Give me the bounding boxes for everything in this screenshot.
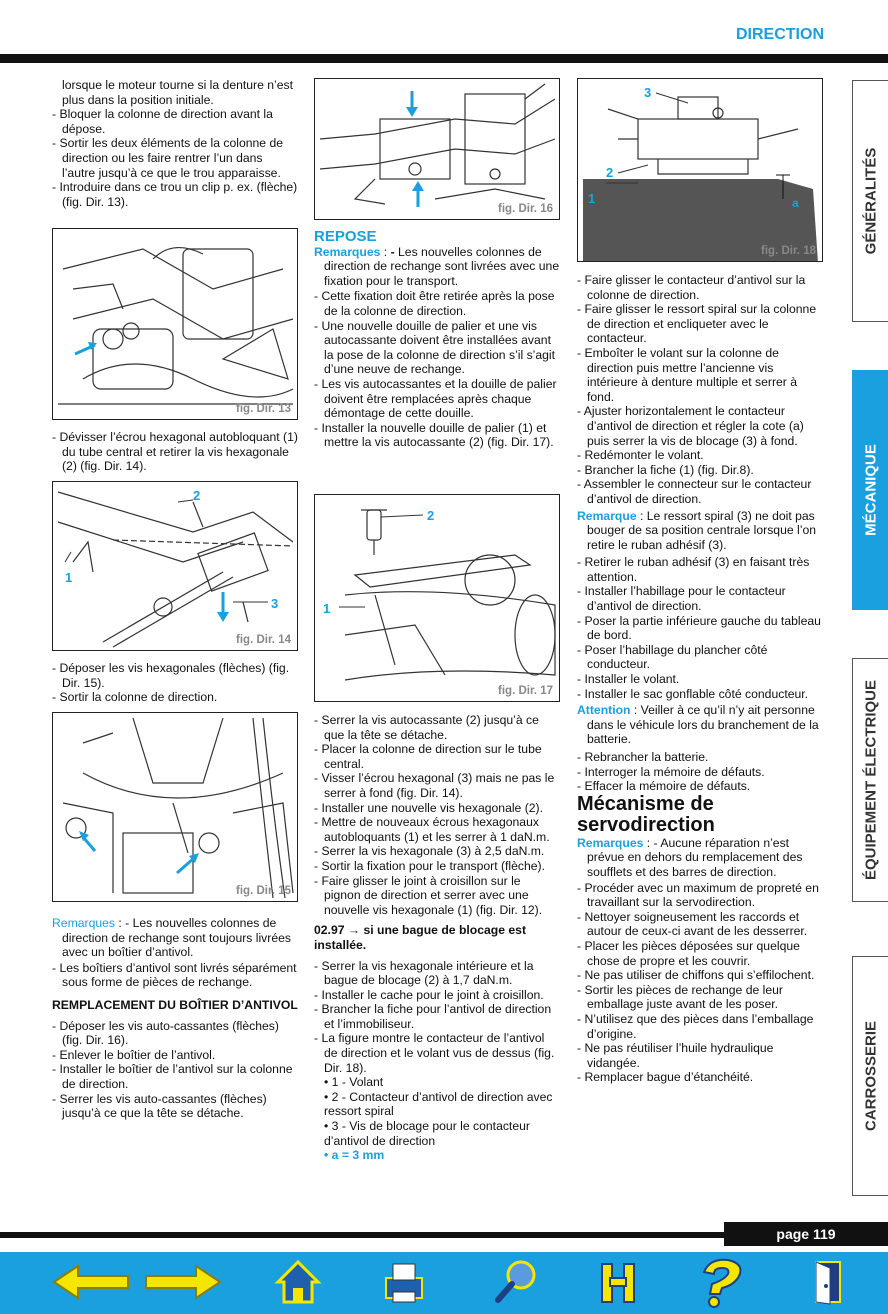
attention: Attention : Veiller à ce qu’il n’y ait personne dans le véhicule lors du branchement de la batterie.: [577, 703, 819, 747]
list-item: - Installer le cache pour le joint à croisillon.: [314, 987, 544, 1002]
figure-dir-18: [577, 78, 823, 262]
page-number: page 119: [724, 1222, 888, 1246]
remarques: Remarques : - Les nouvelles colonnes de direction de rechange sont toujours livrées avec un boîtier d’antivol.: [52, 916, 291, 960]
steering-lock-switch-illustration: [578, 79, 823, 262]
tab-generalites[interactable]: GÉNÉRALITÉS: [852, 80, 888, 322]
list-item: - Les vis autocassantes et la douille de palier doivent être remplacées après chaque démontage de cette douille.: [314, 376, 557, 421]
arrow-left-icon[interactable]: [50, 1256, 132, 1308]
callout-2: 2: [606, 165, 614, 180]
contents-icon[interactable]: [592, 1256, 644, 1308]
list-item: - Sortir la colonne de direction.: [52, 690, 218, 705]
remarques: Remarques : - Aucune réparation n’est prévue en dehors du remplacement des soufflets et des barres de direction.: [577, 835, 803, 879]
list-item: - Introduire dans ce trou un clip p. ex. (flèche) (fig. Dir. 13).: [52, 180, 298, 209]
paragraph: lorsque le moteur tourne si la denture n’est plus dans la position initiale.: [62, 78, 294, 107]
figure-caption: fig. Dir. 15: [236, 885, 291, 897]
figure-caption: fig. Dir. 14: [236, 634, 291, 646]
list-item: - Placer la colonne de direction sur le tube central.: [314, 742, 542, 771]
list-item: - Interroger la mémoire de défauts.: [577, 764, 765, 779]
navigation-bar: [0, 1252, 888, 1314]
floor-screws-illustration: [53, 713, 298, 902]
callout-3: 3: [644, 85, 652, 100]
list-item: - Déposer les vis auto-cassantes (flèches) (fig. Dir. 16).: [52, 1018, 279, 1048]
top-rule: [0, 54, 888, 63]
list-item: - Mettre de nouveaux écrous hexagonaux autobloquants (1) et les serrer à 1 daN.m.: [314, 815, 550, 844]
section-heading: REMPLACEMENT DU BOÎTIER D’ANTIVOL: [52, 997, 298, 1012]
callout-2: 2: [193, 488, 201, 503]
list-item: - Sortir les deux éléments de la colonne de direction ou les faire rentrer l’un dans l’autre jusqu’à ce que le trou apparaisse.: [52, 136, 284, 180]
figure-dir-15: [52, 712, 298, 902]
figure-caption: fig. Dir. 17: [498, 685, 553, 697]
section-title: DIRECTION: [736, 26, 824, 43]
list-item: - Effacer la mémoire de défauts.: [577, 779, 751, 794]
list-item: - Nettoyer soigneusement les raccords et autour de ceux-ci avant de les desserrer.: [577, 909, 808, 939]
callout-1: 1: [65, 570, 73, 585]
home-icon[interactable]: [272, 1256, 324, 1308]
figure-dir-14: [52, 481, 298, 651]
legend-item: • 1 - Volant: [324, 1075, 384, 1090]
list-item: - Une nouvelle douille de palier et une vis autocassante doivent être installées avant la pose de la colonne de direction s’il s’agit d’une neuve de rechange.: [314, 318, 556, 377]
bearing-bushing-illustration: [315, 495, 560, 702]
help-icon[interactable]: [690, 1256, 752, 1308]
column-3: [577, 273, 825, 1085]
list-item: - Déposer les vis hexagonales (flèches) (fig. Dir. 15).: [52, 661, 290, 690]
list-item: - Poser l’habillage du plancher côté conducteur.: [577, 642, 768, 672]
list-item: - Procéder avec un maximum de propreté en travaillant sur la servodirection.: [577, 880, 819, 910]
section-heading: REPOSE: [314, 228, 377, 245]
list-item: - Serrer la vis autocassante (2) jusqu’à ce que la tête se détache.: [314, 713, 539, 742]
legend-item: • a = 3 mm: [324, 1148, 385, 1163]
list-item: - Installer le boîtier de l’antivol sur la colonne de direction.: [52, 1062, 293, 1091]
list-item: - Visser l’écrou hexagonal (3) mais ne pas le serrer à fond (fig. Dir. 14).: [314, 771, 555, 800]
list-item: - Serrer la vis hexagonale intérieure et la bague de blocage (2) à 1,7 daN.m.: [314, 958, 534, 988]
list-item: - Bloquer la colonne de direction avant la dépose.: [52, 107, 273, 136]
list-item: - Installer le sac gonflable côté conducteur.: [577, 686, 809, 701]
figure-dir-16: [314, 78, 560, 220]
section-heading: Mécanisme de servodirection: [577, 792, 715, 836]
list-item: - Installer l’habillage pour le contacteur d’antivol de direction.: [577, 584, 786, 614]
list-item: - Brancher la fiche (1) (fig. Dir.8).: [577, 462, 754, 477]
figure-dir-13: [52, 228, 298, 420]
callout-2: 2: [427, 508, 435, 523]
list-item: - Sortir les pièces de rechange de leur emballage juste avant de les poser.: [577, 982, 783, 1012]
list-item: - Installer la nouvelle douille de palier (1) et mettre la vis autocassante (2) (fig. Dir. 17).: [314, 420, 554, 450]
list-item: - Faire glisser le ressort spiral sur la colonne de direction et encliqueter avec le contacteur.: [577, 302, 817, 346]
column-1d: [52, 916, 298, 1121]
list-item: - Placer les pièces déposées sur quelque chose de propre et les couvrir.: [577, 938, 800, 968]
list-item: - Ajuster horizontalement le contacteur d’antivol de direction et régler la cote (a) puis serrer la vis de blocage (3) à fond.: [577, 404, 804, 448]
list-item: - Ne pas réutiliser l’huile hydraulique vidangée.: [577, 1041, 774, 1070]
legend-item: • 2 - Contacteur d’antivol de direction avec ressort spiral: [324, 1089, 553, 1119]
antitheft-housing-illustration: [315, 79, 560, 220]
callout-3: 3: [271, 596, 279, 611]
list-item: - Remplacer bague d’étanchéité.: [577, 1070, 754, 1085]
remarque: Remarque : Le ressort spiral (3) ne doit pas bouger de sa position centrale lorsque l’on retire le ruban adhésif (3).: [577, 508, 817, 552]
steering-column-exploded-illustration: [53, 482, 298, 651]
tab-carrosserie[interactable]: CARROSSERIE: [852, 956, 888, 1196]
list-item: - Installer une nouvelle vis hexagonale (2).: [314, 800, 543, 815]
tab-equipement-electrique[interactable]: ÉQUIPEMENT ÉLECTRIQUE: [852, 658, 888, 902]
arrow-right-icon[interactable]: [142, 1256, 224, 1308]
list-item: - Redémonter le volant.: [577, 448, 704, 463]
list-item: - Dévisser l’écrou hexagonal autobloquant (1) du tube central et retirer la vis hexagonale (2) (fig. Dir. 14).: [52, 430, 298, 474]
figure-caption: fig. Dir. 18: [761, 245, 816, 257]
list-item: - Faire glisser le joint à croisillon sur le pignon de direction et serrer avec une nouvelle vis hexagonale (1) (fig. Dir. 12).: [314, 873, 543, 917]
list-item: - Brancher la fiche pour l’antivol de direction et l’immobiliseur.: [314, 1002, 552, 1031]
column-1: [52, 78, 298, 209]
figure-caption: fig. Dir. 13: [236, 403, 291, 415]
list-item: - Faire glisser le contacteur d’antivol sur la colonne de direction.: [577, 273, 806, 302]
tab-mecanique[interactable]: MÉCANIQUE: [852, 370, 888, 610]
callout-1: 1: [323, 601, 331, 616]
list-item: - Sortir la fixation pour le transport (flèche).: [314, 858, 545, 873]
list-item: - Poser la partie inférieure gauche du tableau de bord.: [577, 613, 821, 643]
remarques: Remarques : - Les nouvelles colonnes de direction de rechange sont livrées avec une fixation pour le transport.: [314, 244, 560, 288]
list-item: - N’utilisez que des pièces dans l’emballage d’origine.: [577, 1011, 814, 1041]
list-item: - Rebrancher la batterie.: [577, 750, 709, 764]
list-item: - Serrer les vis auto-cassantes (flèches) jusqu’à ce que la tête se détache.: [52, 1091, 267, 1121]
legend-item: • 3 - Vis de blocage pour le contacteur d’antivol de direction: [324, 1119, 530, 1148]
subheading: 02.97 → si une bague de blocage est installée.: [314, 923, 527, 952]
figure-caption: fig. Dir. 16: [498, 203, 553, 215]
column-1c: [52, 661, 298, 705]
callout-1: 1: [588, 191, 596, 206]
list-item: - Emboîter le volant sur la colonne de direction puis mettre l’ancienne vis intérieure à denture multiple et serrer à fond.: [577, 345, 798, 404]
print-icon[interactable]: [378, 1256, 430, 1308]
list-item: - Les boîtiers d’antivol sont livrés séparément sous forme de pièces de rechange.: [52, 960, 297, 990]
column-2: [314, 230, 560, 450]
figure-dir-17: [314, 494, 560, 702]
list-item: - La figure montre le contacteur de l’antivol de direction et le volant vus de dessus (fig. Dir. 18).: [314, 1031, 555, 1075]
list-item: - Enlever le boîtier de l’antivol.: [52, 1047, 216, 1062]
search-icon[interactable]: [490, 1256, 542, 1308]
list-item: - Ne pas utiliser de chiffons qui s’effilochent.: [577, 968, 815, 983]
column-1b: [52, 430, 298, 474]
column-2b: [314, 713, 560, 1163]
list-item: - Cette fixation doit être retirée après la pose de la colonne de direction.: [314, 289, 555, 318]
list-item: - Serrer la vis hexagonale (3) à 2,5 daN.m.: [314, 844, 545, 859]
list-item: - Retirer le ruban adhésif (3) en faisant très attention.: [577, 555, 810, 584]
callout-a: a: [792, 196, 799, 210]
list-item: - Installer le volant.: [577, 672, 680, 687]
steering-column-illustration: [53, 229, 298, 420]
exit-icon[interactable]: [800, 1256, 852, 1308]
list-item: - Assembler le connecteur sur le contacteur d’antivol de direction.: [577, 477, 812, 506]
